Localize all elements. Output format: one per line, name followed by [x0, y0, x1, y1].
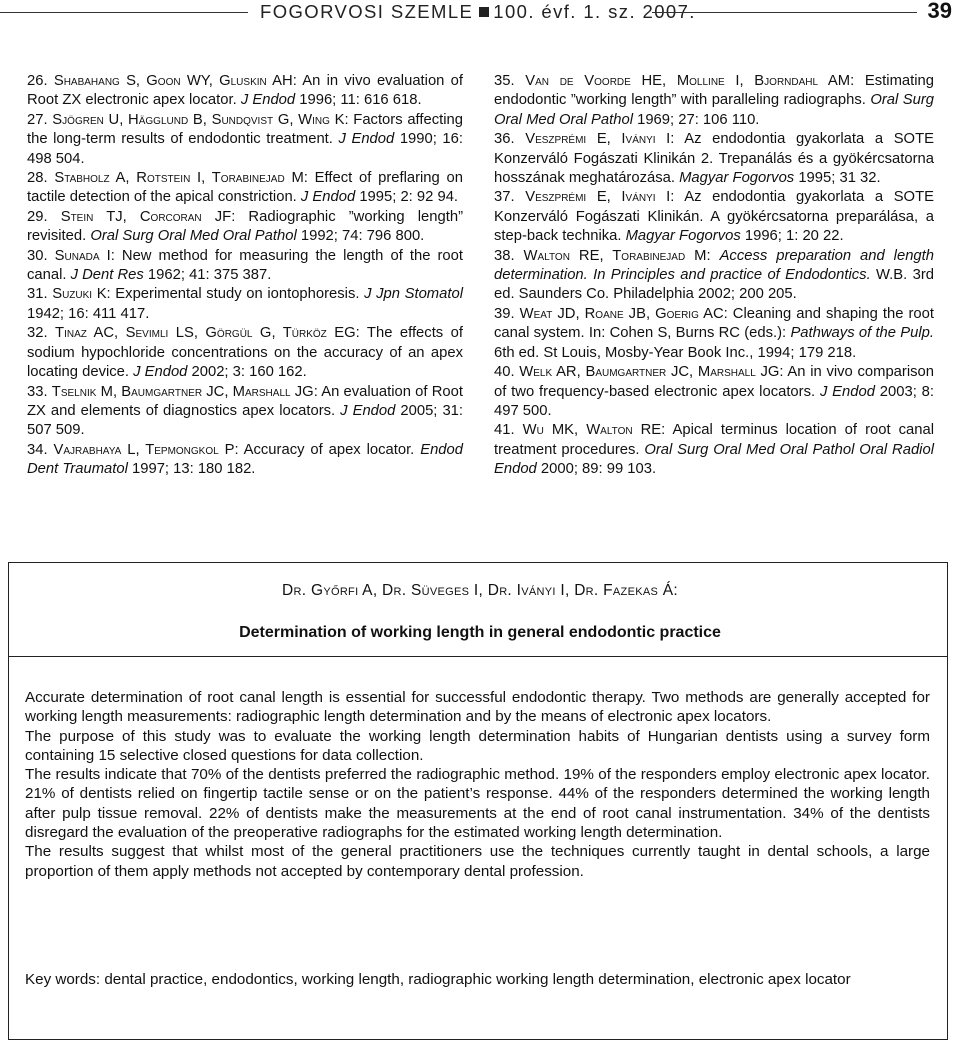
reference-num: 41. — [494, 422, 515, 439]
reference-num: 32. — [27, 325, 48, 342]
reference-journal: J Dent Res — [70, 267, 144, 284]
reference-journal: Pathways of the Pulp. — [790, 325, 935, 342]
abstract-paragraph: The purpose of this study was to evaluate the working length determination habits of Hungarian dentists using a survey form containing 15 selective closed questions for data collection. — [25, 727, 930, 764]
reference-item — [27, 324, 463, 382]
issue-info: 100. évf. 1. sz. 2007. — [493, 1, 696, 22]
reference-journal: Magyar Fogorvos — [625, 228, 741, 245]
reference-authors: Suzuki K: — [52, 286, 111, 303]
reference-authors: Veszprémi E, Iványi I: — [525, 189, 675, 206]
reference-item — [494, 363, 934, 421]
reference-tail: W.B. 3rd ed. Saunders Co. Philadelphia 2002; 200 205. — [494, 267, 934, 303]
reference-authors: Weat JD, Roane JB, Goerig AC: — [519, 305, 728, 322]
page-number: 39 — [927, 0, 952, 23]
reference-authors: Sunada I: — [54, 247, 115, 264]
square-bullet-icon — [479, 7, 489, 17]
reference-authors: Van de Voorde HE, Molline I, Bjorndahl AM: — [525, 73, 855, 89]
reference-authors: Vajrabhaya L, Tepmongkol P: — [53, 441, 239, 458]
reference-num: 30. — [27, 247, 48, 264]
page-header — [0, 0, 960, 30]
reference-item — [27, 111, 463, 169]
reference-authors: Sjögren U, Hägglund B, Sundqvist G, Wing K: — [52, 111, 349, 128]
reference-text: The effects of sodium hypochloride concentrations on the accuracy of an apex locating device. — [27, 325, 463, 381]
reference-item — [27, 208, 463, 247]
abstract-authors: Dr. Győrfi A, Dr. Süveges I, Dr. Iványi I, Dr. Fazekas Á: — [282, 582, 678, 599]
reference-tail: 1942; 16: 411 417. — [27, 305, 150, 322]
reference-tail: 2005; 31: 507 509. — [27, 402, 464, 439]
reference-journal: J Endod — [133, 364, 188, 381]
header-rule-right — [652, 12, 917, 13]
reference-num: 26. — [27, 73, 48, 89]
reference-text — [711, 248, 720, 264]
running-title — [260, 1, 696, 23]
reference-tail: 1995; 2: 92 94. — [355, 189, 459, 206]
reference-journal: J Endod — [340, 402, 396, 419]
reference-tail: 2002; 3: 160 162. — [187, 364, 307, 381]
reference-num: 34. — [27, 441, 48, 458]
reference-item — [27, 285, 463, 324]
reference-num: 28. — [27, 170, 48, 187]
reference-journal: Endod Dent Traumatol — [27, 441, 463, 478]
header-rule-left — [0, 12, 248, 13]
reference-text: Experimental study on iontophoresis. — [110, 286, 365, 303]
reference-tail: 6th ed. St Louis, Mosby-Year Book Inc., 1994; 179 218. — [494, 344, 857, 361]
reference-item — [494, 305, 934, 363]
reference-num: 33. — [27, 383, 48, 400]
reference-tail: 2000; 89: 99 103. — [536, 461, 657, 478]
reference-text: Estimating endodontic ”working length” with paralleling radiographs. — [494, 73, 934, 109]
reference-item — [494, 130, 934, 188]
reference-num: 29. — [27, 208, 48, 225]
reference-tail: 1996; 1: 20 22. — [740, 228, 844, 245]
reference-authors: Shabahang S, Goon WY, Gluskin AH: — [53, 73, 297, 89]
reference-item — [494, 421, 934, 479]
reference-tail: 1995; 31 32. — [794, 170, 881, 187]
reference-text: An evaluation of Root ZX and elements of diagnostics apex locators. — [27, 383, 463, 419]
abstract-title: Determination of working length in general endodontic practice — [239, 624, 721, 641]
reference-num: 40. — [494, 364, 515, 381]
reference-tail: 1997; 13: 180 182. — [127, 461, 256, 478]
abstract-paragraph: The results indicate that 70% of the dentists preferred the radiographic method. 19% of the responders employ electronic apex locator. 21% of dentists relied on fingertip tactile sense or on the patient’s response. 44% of the responders determined the working length after pulp tissue removal. 22% of dentists make the measurements at the end of root canal instrumentation. 34% of the dentists disregard the evaluation of the preoperative radiographs for the estimated working length determination. — [25, 766, 930, 842]
reference-tail: 2003; 8: 497 500. — [494, 383, 935, 419]
reference-journal: Oral Surg Oral Med Oral Pathol Oral Radiol Endod — [494, 441, 934, 478]
reference-journal: Magyar Fogorvos — [679, 170, 795, 187]
references-left-column — [27, 72, 463, 480]
abstract-body — [25, 688, 930, 881]
reference-num: 37. — [494, 189, 515, 206]
reference-text: An in vivo comparison of two frequency-based electronic apex locators. — [494, 364, 934, 400]
reference-item — [27, 383, 463, 441]
references-right-column — [494, 72, 934, 480]
reference-num: 39. — [494, 305, 515, 322]
reference-text: Az endodontia gyakorlata a SOTE Konzerváló Fogászati Klinikán. A gyökércsatorna preparálása, a step-back technika. — [494, 189, 934, 245]
reference-journal: J Endod — [338, 131, 395, 148]
reference-authors: Wu MK, Walton RE: — [522, 422, 666, 439]
reference-num: 27. — [27, 111, 48, 128]
reference-item — [494, 188, 934, 246]
reference-journal: Oral Surg Oral Med Oral Pathol — [494, 92, 934, 128]
reference-item — [27, 169, 463, 208]
reference-text: Az endodontia gyakorlata a SOTE Konzerváló Fogászati Klinikán 2. Trepanálás és a gyökércsatorna hosszának meghatározása. — [494, 131, 934, 187]
reference-authors: Veszprémi E, Iványi I: — [525, 131, 675, 148]
reference-item — [27, 247, 463, 286]
reference-journal: J Endod — [240, 92, 296, 109]
reference-text: Apical terminus location of root canal treatment procedures. — [494, 422, 934, 458]
reference-journal: Access preparation and length determination. In Principles and practice of Endodontics. — [494, 247, 934, 284]
reference-tail: 1990; 16: 498 504. — [27, 131, 464, 167]
reference-text: Radiographic ”working length” revisited. — [27, 208, 463, 245]
reference-authors: Stein TJ, Corcoran JF: — [60, 208, 236, 225]
abstract-paragraph: Accurate determination of root canal length is essential for successful endodontic therapy. Two methods are generally accepted for working length measurements: radiographic length determination and by the means of electronic apex locators. — [25, 689, 930, 726]
reference-text: Effect of preflaring on tactile detection of the apical constriction. — [27, 170, 463, 206]
reference-authors: Stabholz A, Rotstein I, Torabinejad M: — [54, 170, 308, 187]
title-divider — [8, 656, 948, 657]
reference-item — [27, 72, 463, 111]
reference-journal: J Endod — [819, 383, 875, 400]
reference-text: Cleaning and shaping the root canal system. In: Cohen S, Burns RC (eds.): — [494, 305, 934, 342]
reference-tail: 1969; 27: 106 110. — [632, 111, 760, 128]
keywords: Key words: dental practice, endodontics, working length, radiographic working length determination, electronic apex locator — [25, 971, 851, 988]
reference-tail: 1962; 41: 375 387. — [143, 267, 272, 284]
reference-tail: 1996; 11: 616 618. — [295, 92, 422, 109]
reference-text: Factors affecting the long-term results of endodontic treatment. — [27, 111, 463, 148]
reference-num: 36. — [494, 131, 515, 148]
reference-text: Accuracy of apex locator. — [238, 441, 421, 458]
reference-item — [494, 247, 934, 305]
reference-text: An in vivo evaluation of Root ZX electronic apex locator. — [27, 73, 463, 109]
reference-num: 35. — [494, 73, 515, 89]
reference-text: New method for measuring the length of the root canal. — [27, 247, 463, 284]
reference-num: 31. — [27, 286, 48, 303]
reference-item — [494, 72, 934, 130]
abstract-paragraph: The results suggest that whilst most of the general practitioners use the techniques currently taught in dental schools, a large proportion of them apply methods not accepted by contemporary dental profession. — [25, 843, 930, 880]
reference-item — [27, 441, 463, 480]
reference-journal: J Jpn Stomatol — [364, 286, 463, 303]
reference-authors: Walton RE, Torabinejad M: — [523, 247, 711, 264]
reference-tail: 1992; 74: 796 800. — [296, 228, 425, 245]
journal-name: FOGORVOSI SZEMLE — [260, 1, 474, 22]
reference-num: 38. — [494, 247, 515, 264]
reference-authors: Tselnik M, Baumgartner JC, Marshall JG: — [51, 383, 318, 400]
reference-journal: J Endod — [300, 189, 356, 206]
reference-authors: Welk AR, Baumgartner JC, Marshall JG: — [519, 364, 784, 381]
reference-journal: Oral Surg Oral Med Oral Pathol — [90, 228, 297, 245]
reference-authors: Tinaz AC, Sevimli LS, Görgül G, Türköz EG: — [55, 325, 360, 342]
